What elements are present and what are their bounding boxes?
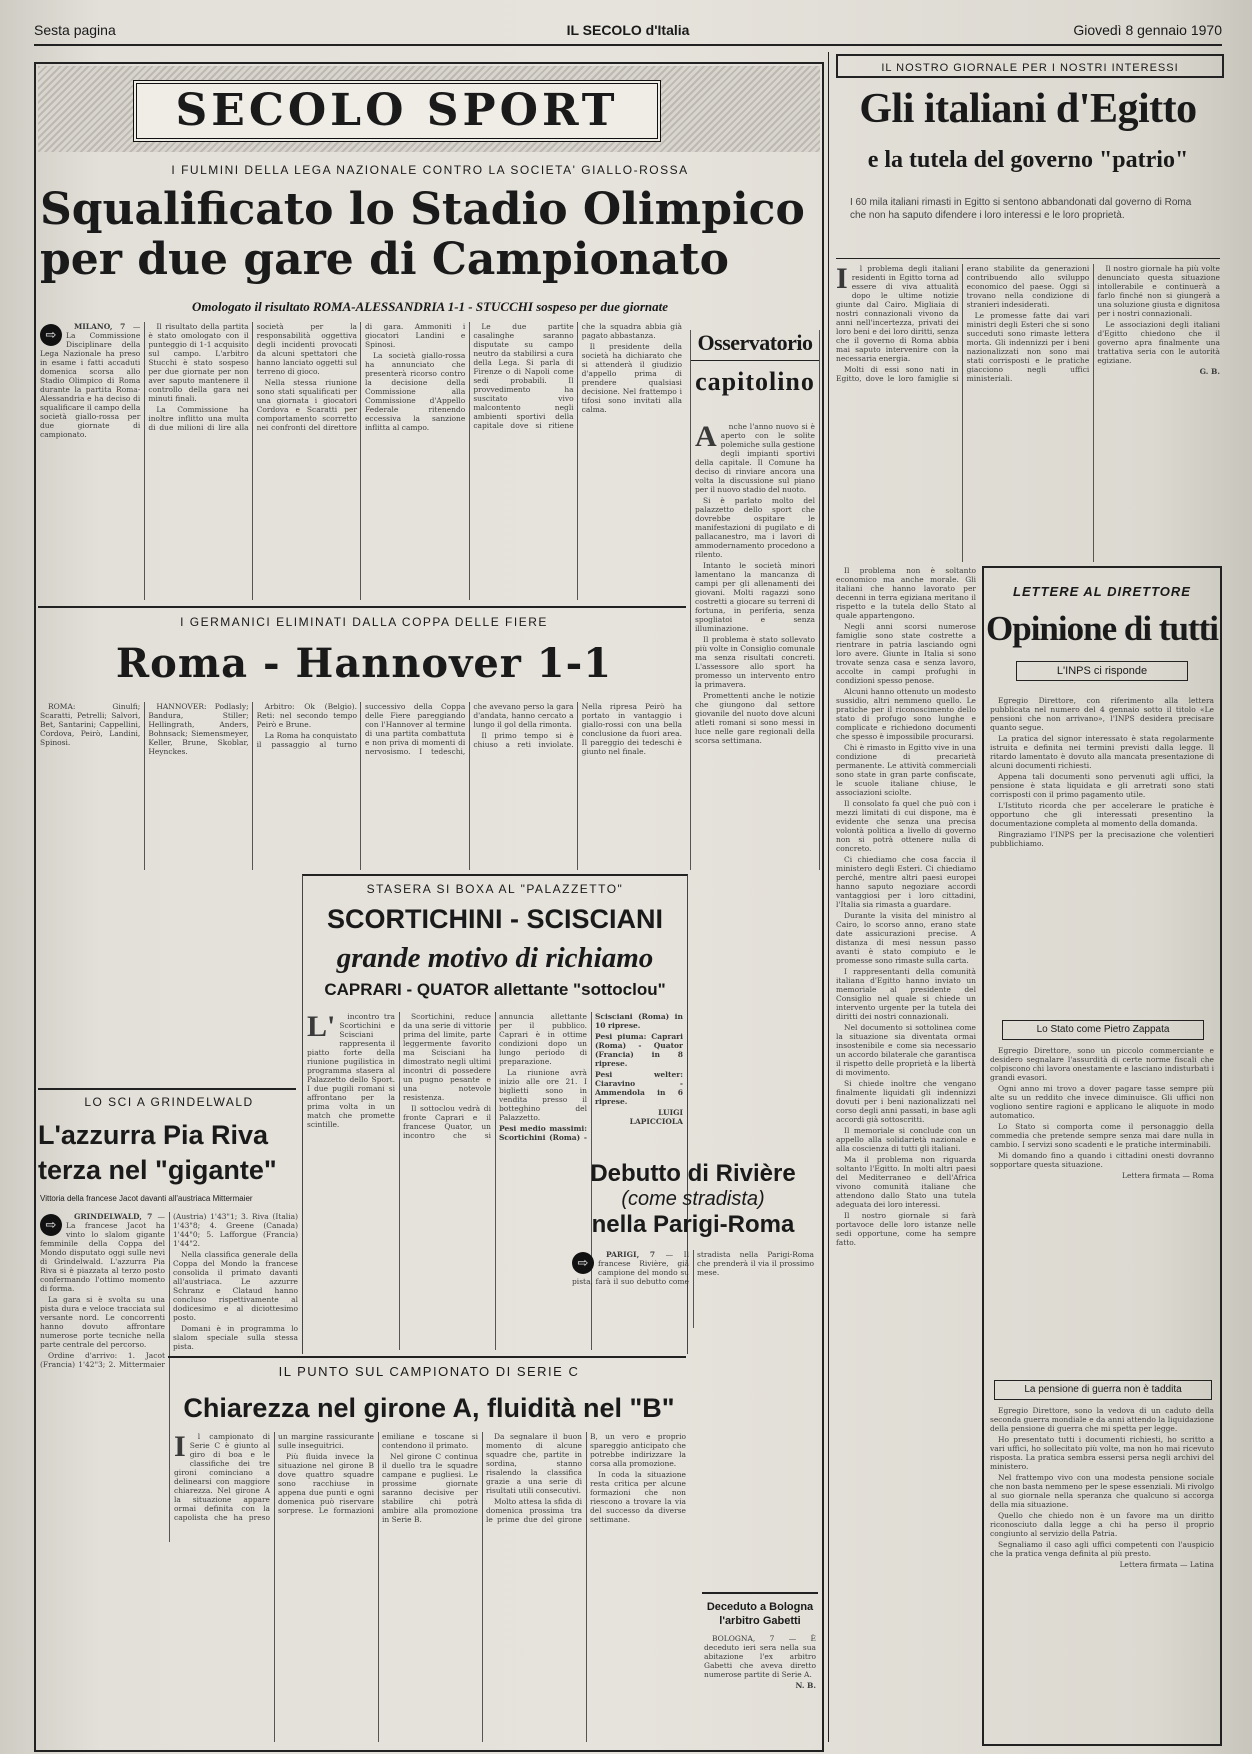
egitto-standfirst: I 60 mila italiani rimasti in Egitto si sentono abbandonati dal governo di Roma che non ha saputo difendere i loro interessi e le loro proprietà. <box>850 197 1192 221</box>
seriec-kicker: IL PUNTO SUL CAMPIONATO DI SERIE C <box>278 1364 580 1379</box>
boxe-kicker: STASERA SI BOXA AL "PALAZZETTO" <box>366 882 624 896</box>
egitto-headline-2: e la tutela del governo "patrio" <box>867 147 1189 173</box>
agency-icon: ⇨ <box>40 324 62 346</box>
olimpico-body: ⇨ MILANO, 7 — La Commissione Disciplinare della Lega Nazionale ha preso in esame i fatti accaduti domenica scorsa allo Stadio Olimpico di Roma durante la partita Roma-Alessandria e ha deciso di squalificare il campo della società giallo-rossa per due giornate di campionato. Il risultato della partita è stato omologato con il punteggio di 1-1 acquisito sul campo. L'arbitro Stucchi è stato sospeso per due giornate per non aver saputo mantenere il controllo della gara nei minuti finali. La Commissione ha inoltre inflitto una multa di due milioni di lire alla società per la responsabilità oggettiva degli incidenti provocati da alcuni spettatori che hanno lanciato oggetti sul terreno di gioco. Nella stessa riunione sono stati squalificati per una giornata i giocatori Cordova e Scaratti per comportamento scorretto nei confronti del direttore di gara. Ammoniti i giocatori Landini e Spinosi. La società giallo-rossa ha annunciato che presenterà ricorso contro la decisione della Commissione alla Commissione d'Appello Federale ritenendo eccessiva la sanzione inflitta al campo. Le due partite casalinghe saranno disputate su campo neutro da stabilirsi a cura della Lega. Si parla di Firenze o di Napoli come sedi probabili. Il provvedimento ha suscitato vivo malcontento negli ambienti sportivi della capitale dove si ritiene che la squadra abbia già pagato abbastanza. Il presidente della società ha dichiarato che si attenderà il giudizio d'appello prima di prendere qualsiasi decisione. Nel frattempo i tifosi sono invitati alla calma. <box>40 322 682 439</box>
masthead: IL SECOLO d'Italia <box>566 22 690 38</box>
riviere-box <box>568 1160 818 1330</box>
issue-date: Giovedì 8 gennaio 1970 <box>1073 22 1222 38</box>
boxe-headline: SCORTICHINI - SCISCIANI <box>326 904 663 934</box>
letter-2-body: Egregio Direttore, sono un piccolo commerciante e desidero segnalare l'assurdità di certe norme fiscali che colpiscono chi lavora onestamente e lasciano indisturbati i grandi evasori. Ogni anno mi trovo a dover pagare tasse sempre più alte su un reddito che invece diminuisce. Gli uffici non vogliono sentire ragioni e applicano le aliquote in modo automatico. Lo Stato si comporta come il personaggio della commedia che pretende sempre senza mai dare nulla in cambio. I servizi sono scadenti e le pratiche interminabili. Mi domando fino a quando i cittadini onesti dovranno sopportare questa situazione. Lettera firmata — Roma <box>990 1046 1214 1180</box>
egitto-body-bottom: Il problema non è soltanto economico ma anche morale. Gli italiani che hanno lavorato per decenni in terra egiziana meritano il rispetto e la tutela dello Stato al quale appartengono. Negli anni scorsi numerose famiglie sono state costrette a rientrare in patria lasciando ogni loro avere. Giunte in Italia si sono trovate senza casa e senza lavoro, accolte in campi profughi in condizioni spesso penose. Alcuni hanno ottenuto un modesto sussidio, altri nemmeno quello. Le pratiche per il riconoscimento dello stato di profugo sono lunghe e complicate e richiedono documenti che spesso è impossibile procurarsi. Chi è rimasto in Egitto vive in una condizione di precarietà permanente. Le attività commerciali sono state in gran parte confiscate, le scuole italiane chiuse, le associazioni sciolte. Il consolato fa quel che può con i mezzi limitati di cui dispone, ma è evidente che senza una precisa volontà politica a livello di governo non si potrà ottenere nulla di concreto. Ci chiediamo che cosa faccia il ministero degli Esteri. Ci chiediamo perché, mentre altri paesi europei hanno saputo negoziare accordi vantaggiosi per i loro cittadini, l'Italia sia rimasta a guardare. Durante la visita del ministro al Cairo, lo scorso anno, erano state date assicurazioni precise. A distanza di mesi nessun passo avanti è stato compiuto e le promesse sono rimaste sulla carta. I rappresentanti della comunità italiana d'Egitto hanno inviato un memoriale al presidente del Consiglio nel quale si chiede un intervento urgente per la tutela dei diritti dei nostri connazionali. Nel documento si sottolinea come la situazione sia diventata ormai insostenibile e come sia necessario un accordo bilaterale che garantisca il rispetto delle proprietà e la libertà di movimento. Si chiede inoltre che vengano finalmente liquidati gli indennizzi dovuti per i beni nazionalizzati nel corso degli anni passati, in base agli accordi già sottoscritti. Il memoriale si conclude con un appello alla solidarietà nazionale e alla coscienza di tutti gli italiani. Ma il problema non riguarda soltanto l'Egitto. In molti altri paesi del Mediterraneo e dell'Africa vivono comunità italiane che attendono dallo Stato una tutela adeguata dei loro interessi. Il nostro giornale si farà portavoce delle loro istanze nelle sedi opportune, come ha sempre fatto. <box>836 566 976 1247</box>
boxe-body: L' incontro tra Scortichini e Scisciani rappresenta il piatto forte della riunione pugilistica in programma stasera al Palazzetto dello Sport. I due pugili romani si affrontano per la prima volta in un match che promette scintille. Scortichini, reduce da una serie di vittorie prima del limite, parte leggermente favorito ma Scisciani ha dimostrato negli ultimi incontri di possedere un pugno pesante e una notevole resistenza. Il sottoclou vedrà di fronte Caprari e il francese Quator, un incontro che si annuncia allettante per il pubblico. Caprari è in ottime condizioni dopo un lungo periodo di preparazione. La riunione avrà inizio alle ore 21. I biglietti sono in vendita presso il botteghino del Palazzetto. Pesi medio massimi: Scortichini (Roma) - Scisciani (Roma) in 10 riprese. Pesi piuma: Caprari (Roma) - Quator (Francia) in 8 riprese. Pesi welter: Ciaravino - Ammendola in 6 riprese. LUIGI LAPICCIOLA <box>307 1012 683 1142</box>
agency-icon: ⇨ <box>572 1252 594 1274</box>
agency-icon: ⇨ <box>40 1214 62 1236</box>
sci-headline-2: terza nel "gigante" <box>38 1155 277 1185</box>
hannover-headline: Roma - Hannover 1-1 <box>115 640 613 687</box>
section-rule <box>38 606 686 608</box>
riviere-headline-1: Debutto di Rivière <box>590 1160 796 1187</box>
seriec-headline: Chiarezza nel girone A, fluidità nel "B" <box>183 1393 675 1423</box>
egitto-kicker-box <box>836 54 1224 78</box>
hannover-kicker: I GERMANICI ELIMINATI DALLA COPPA DELLE FIERE <box>180 615 548 629</box>
bologna-headline: Deceduto a Bologna l'arbitro Gabetti <box>706 1601 814 1627</box>
letter-1-title: L'INPS ci risponde <box>1016 661 1188 681</box>
sport-banner-title: SECOLO SPORT <box>175 85 619 136</box>
sport-banner <box>38 66 820 152</box>
osservatorio-box <box>690 330 820 870</box>
running-header <box>34 18 1222 46</box>
lettere-box <box>982 566 1222 1746</box>
olimpico-headline-2: per due gare di Campionato <box>40 234 729 285</box>
boxe-subhead-2: CAPRARI - QUATOR allettante "sottoclou" <box>324 980 666 999</box>
riviere-headline-2: (come stradista) <box>621 1188 765 1210</box>
riviere-body: ⇨ PARIGI, 7 — Il francese Rivière, già campione del mondo su pista, farà il suo debutto come stradista nella Parigi-Roma che prenderà il via il prossimo mese. <box>572 1250 814 1286</box>
olimpico-kicker: I FULMINI DELLA LEGA NAZIONALE CONTRO LA SOCIETA' GIALLO-ROSSA <box>171 163 689 177</box>
letter-3-body: Egregio Direttore, sono la vedova di un caduto della seconda guerra mondiale e da anni attendo la liquidazione della pensione di guerra che mi spetta per legge. Ho presentato tutti i documenti richiesti, ho scritto a vari uffici, ho sollecitato più volte, ma non ho mai ricevuto risposta. La pratica sembra essersi persa negli archivi del ministero. Nel frattempo vivo con una modesta pensione sociale che non basta nemmeno per le spese essenziali. Mi rivolgo al suo giornale nella speranza che qualcuno si accorga della mia situazione. Quello che chiedo non è un favore ma un diritto riconosciuto dalla legge a chi ha perso il proprio congiunto al servizio della Patria. Segnaliamo il caso agli uffici competenti con l'auspicio che la pratica venga definita al più presto. Lettera firmata — Latina <box>990 1406 1214 1569</box>
sci-body: ⇨ GRINDELWALD, 7 — La francese Jacot ha vinto lo slalom gigante femminile della Coppa del Mondo disputato oggi sulle nevi di Grindelwald. L'azzurra Pia Riva si è piazzata al terzo posto confermando l'ottimo momento di forma. La gara si è svolta su una pista dura e veloce tracciata sul versante nord. Le concorrenti hanno dovuto affrontare numerose porte tecniche nella parte centrale del percorso. Ordine d'arrivo: 1. Jacot (Francia) 1'42"3; 2. Mittermaier (Austria) 1'43"1; 3. Riva (Italia) 1'43"8; 4. Greene (Canada) 1'44"0; 5. Lafforgue (Francia) 1'44"2. Nella classifica generale della Coppa del Mondo la francese consolida il primato davanti all'austriaca. Le azzurre Schranz e Clataud hanno concluso rispettivamente al dodicesimo e al diciottesimo posto. Domani è in programma lo slalom speciale sulla stessa pista. <box>40 1212 298 1369</box>
letter-3-title: La pensione di guerra non è taddita <box>994 1380 1212 1400</box>
olimpico-headline-1: Squalificato lo Stadio Olimpico <box>40 184 805 235</box>
page-label: Sesta pagina <box>34 22 116 38</box>
sport-banner-box <box>133 80 661 142</box>
riviere-headline-3: nella Parigi-Roma <box>591 1211 795 1238</box>
sci-subhead: Vittoria della francese Jacot davanti all'austriaca Mittermaier <box>40 1194 253 1203</box>
osservatorio-title-2: capitolino <box>695 367 815 396</box>
egitto-headline-1: Gli italiani d'Egitto <box>859 86 1197 132</box>
column-rule <box>828 52 829 1742</box>
sci-headline-1: L'azzurra Pia Riva <box>38 1120 269 1150</box>
sci-rule <box>38 1088 296 1090</box>
seriec-rule <box>168 1356 686 1358</box>
boxe-subhead: grande motivo di richiamo <box>336 942 654 974</box>
bologna-body: BOLOGNA, 7 — È deceduto ieri sera nella sua abitazione l'ex arbitro Gabetti che aveva diretto numerose partite di Serie A. N. B. <box>704 1634 816 1690</box>
olimpico-subhead: Omologato il risultato ROMA-ALESSANDRIA 1-1 - STUCCHI sospeso per due giornate <box>191 299 669 314</box>
letter-2-title: Lo Stato come Pietro Zappata <box>1002 1020 1204 1040</box>
hannover-body: ROMA: Ginulfi; Scaratti, Petrelli; Salvori, Bet, Santarini; Cappellini, Cordova, Peirò, Landini, Spinosi. HANNOVER: Podlasly; Bandura, Stiller; Hellingrath, Anders, Bohnsack; Siemensmeyer, Keller, Brune, Skoblar, Heynckes. Arbitro: Ok (Belgio). Reti: nel secondo tempo Peirò e Brune. La Roma ha conquistato il passaggio al turno successivo della Coppa delle Fiere pareggiando con l'Hannover al termine di una partita combattuta e non priva di momenti di nervosismo. I tedeschi, che avevano perso la gara d'andata, hanno cercato a lungo il gol della rimonta. Il primo tempo si è chiuso a reti inviolate. Nella ripresa Peirò ha portato in vantaggio i giallo-rossi con una bella conclusione da fuori area. Il pareggio dei tedeschi è giunto nel finale. <box>40 702 682 756</box>
lettere-headline: Opinione di tutti <box>986 609 1218 648</box>
egitto-rule <box>836 258 1220 259</box>
osservatorio-title-1: Osservatorio <box>691 330 819 361</box>
seriec-body: I l campionato di Serie C è giunto al giro di boa e le classifiche dei tre gironi cominciano a delinearsi con maggiore chiarezza. Nel girone A la situazione appare ormai definita con la capolista che ha preso un margine rassicurante sulle inseguitrici. Più fluida invece la situazione nel girone B dove quattro squadre sono racchiuse in appena due punti e ogni domenica può riservare sorprese. Le formazioni emiliane e toscane si contendono il primato. Nel girone C continua il duello tra le squadre campane e pugliesi. Le prossime giornate saranno decisive per stabilire chi potrà ambire alla promozione in Serie B. Da segnalare il buon momento di alcune squadre che, partite in sordina, stanno risalendo la classifica grazie a una serie di risultati utili consecutivi. Molto attesa la sfida di domenica prossima tra le prime due del girone B, un vero e proprio spareggio anticipato che potrebbe indirizzare la corsa alla promozione. In coda la situazione resta critica per alcune formazioni che non riescono a trovare la via del successo da diverse settimane. <box>174 1432 686 1524</box>
egitto-body-top: I l problema degli italiani residenti in Egitto torna ad essere di viva attualità dopo le ultime notizie giunte dal Cairo. Migliaia di nostri connazionali vivono da anni nell'incertezza, privati dei loro beni e dei loro diritti, senza che il governo di Roma abbia mai saputo intervenire con la necessaria energia. Molti di essi sono nati in Egitto, dove le loro famiglie si erano stabilite da generazioni contribuendo allo sviluppo economico del paese. Oggi si trovano nella condizione di stranieri indesiderati. Le promesse fatte dai vari ministri degli Esteri che si sono succeduti sono rimaste lettera morta. Gli indennizzi per i beni nazionalizzati non sono mai stati corrisposti e le pratiche giacciono negli uffici ministeriali. Il nostro giornale ha più volte denunciato questa situazione intollerabile e continuerà a farlo finché non si giungerà a una soluzione giusta e dignitosa per i nostri connazionali. Le associazioni degli italiani d'Egitto chiedono che il governo apra finalmente una trattativa seria con le autorità egiziane. G. B. <box>836 264 1220 383</box>
sci-kicker: LO SCI A GRINDELWALD <box>84 1095 254 1109</box>
egitto-kicker: IL NOSTRO GIORNALE PER I NOSTRI INTERESSI <box>881 62 1179 74</box>
lettere-kicker: LETTERE AL DIRETTORE <box>1013 584 1191 599</box>
letter-1-body: Egregio Direttore, con riferimento alla lettera pubblicata nel numero del 4 gennaio sotto il titolo «Le pensioni che non arrivano», l'INPS desidera precisare quanto segue. La pratica del signor interessato è stata regolarmente istruita e definita nei termini previsti dalla legge. Il ritardo lamentato è dovuto alla mancata presentazione di alcuni documenti richiesti. Appena tali documenti sono pervenuti agli uffici, la pensione è stata liquidata e gli arretrati sono stati corrisposti con il primo pagamento utile. L'Istituto ricorda che per accelerare le pratiche è opportuno che gli interessati presentino la documentazione completa al momento della domanda. Ringraziamo l'INPS per la precisazione che volentieri pubblichiamo. <box>990 696 1214 848</box>
bologna-box <box>702 1592 818 1744</box>
osservatorio-body: A nche l'anno nuovo si è aperto con le solite polemiche sulla gestione degli impianti sportivi della capitale. Il Comune ha deciso di rinviare ancora una volta la discussione sul piano per il nuovo stadio del nuoto. Si è parlato molto del palazzetto dello sport che dovrebbe ospitare le manifestazioni di pugilato e di pallacanestro, ma i lavori di ammodernamento procedono a rilento. Intanto le società minori lamentano la mancanza di campi per gli allenamenti dei giovani. Molti ragazzi sono costretti a giocare su terreni di fortuna, in periferia, senza spogliatoi e senza illuminazione. Il problema è stato sollevato più volte in Consiglio comunale ma senza risultati concreti. L'assessore allo sport ha promesso un intervento entro la primavera. Promettenti anche le notizie che giungono dal settore giovanile del nuoto dove alcuni atleti romani si sono messi in luce nelle gare regionali della scorsa settimana. <box>695 422 815 745</box>
